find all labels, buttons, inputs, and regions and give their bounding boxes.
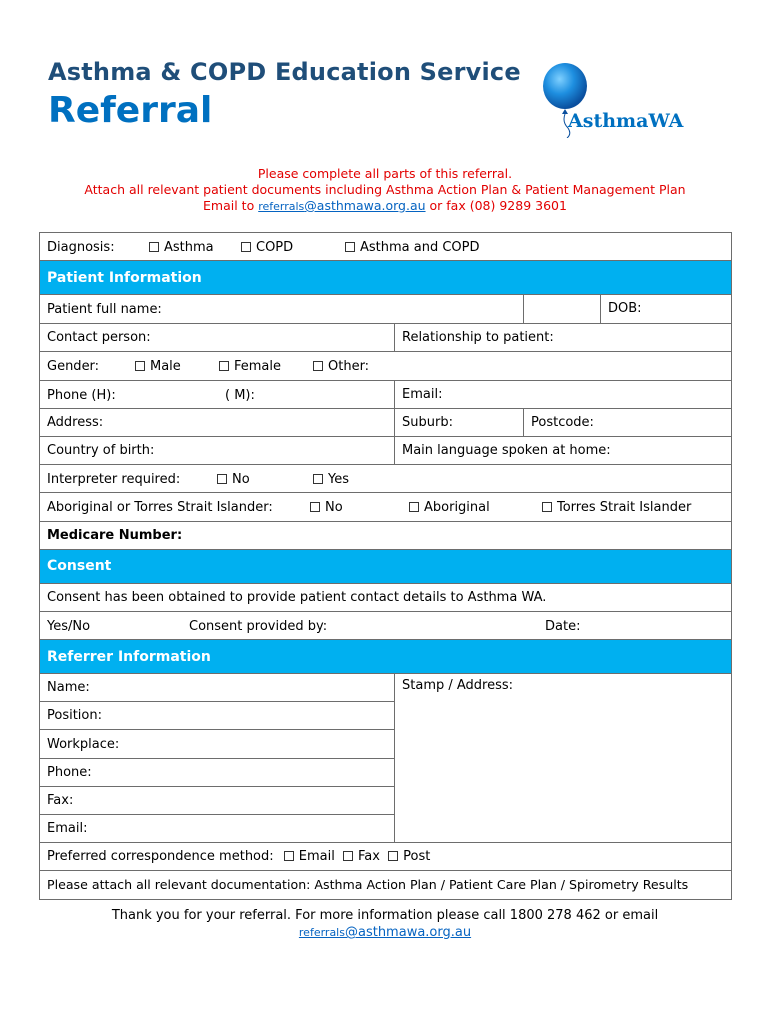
checkbox-icon — [149, 242, 159, 252]
instruction-line-1: Please complete all parts of this referral. — [257, 166, 513, 181]
checkbox-icon — [388, 851, 398, 861]
patient-email-field[interactable]: Email: — [395, 380, 732, 408]
checkbox-asthma[interactable]: Asthma — [149, 240, 214, 255]
footer-email-link[interactable]: referrals@asthmawa.org.au — [298, 925, 472, 940]
consent-yes-no-field[interactable]: Yes/No — [47, 618, 91, 634]
interpreter-row — [40, 465, 732, 493]
checkbox-icon — [343, 851, 353, 861]
address-field[interactable]: Address: — [40, 408, 395, 436]
diagnosis-row — [40, 233, 732, 261]
checkbox-icon — [345, 242, 355, 252]
patient-name-field[interactable]: Patient full name: — [40, 295, 524, 324]
instruction-line-2: Attach all relevant patient documents including Asthma Action Plan & Patient Management Plan — [84, 182, 686, 197]
phone-mobile-field[interactable]: ( M): — [225, 387, 255, 403]
instruction-line-3 — [0, 198, 770, 213]
consent-provided-by-field[interactable]: Consent provided by: — [189, 618, 328, 634]
checkbox-icon — [409, 502, 419, 512]
diagnosis-label: Diagnosis: — [47, 240, 115, 255]
atsi-row — [40, 493, 732, 521]
medicare-field[interactable]: Medicare Number: — [40, 521, 732, 549]
instruction-suffix: or fax (08) 9289 3601 — [425, 198, 567, 213]
page-subtitle: Referral — [48, 90, 213, 131]
atsi-label: Aboriginal or Torres Strait Islander: — [47, 500, 273, 516]
checkbox-icon — [241, 242, 251, 252]
section-patient-information: Patient Information — [40, 261, 732, 295]
checkbox-aboriginal[interactable]: Aboriginal — [409, 500, 490, 515]
checkbox-icon — [217, 474, 227, 484]
checkbox-interpreter-no[interactable]: No — [217, 472, 250, 487]
referrer-name-field[interactable]: Name: — [40, 674, 395, 702]
checkbox-pref-fax[interactable]: Fax — [343, 849, 380, 864]
phone-home-field[interactable]: Phone (H): — [47, 387, 116, 403]
postcode-field[interactable]: Postcode: — [524, 408, 732, 436]
referrer-workplace-field[interactable]: Workplace: — [40, 730, 395, 758]
referral-email-link[interactable]: referrals@asthmawa.org.au — [258, 198, 426, 213]
instruction-prefix: Email to — [203, 198, 259, 213]
checkbox-icon — [284, 851, 294, 861]
checkbox-interpreter-yes[interactable]: Yes — [313, 472, 349, 487]
checkbox-torres-strait[interactable]: Torres Strait Islander — [542, 500, 691, 515]
consent-statement: Consent has been obtained to provide patient contact details to Asthma WA. — [40, 583, 732, 611]
suburb-field[interactable]: Suburb: — [395, 408, 524, 436]
footer-line-2 — [0, 925, 770, 940]
checkbox-icon — [135, 361, 145, 371]
logo-text: AsthmaWA — [568, 110, 684, 132]
section-consent: Consent — [40, 549, 732, 583]
phone-row — [40, 380, 395, 408]
stamp-address-field[interactable]: Stamp / Address: — [395, 674, 732, 843]
country-of-birth-field[interactable]: Country of birth: — [40, 436, 395, 464]
preferred-correspondence-label: Preferred correspondence method: — [47, 849, 274, 865]
interpreter-label: Interpreter required: — [47, 472, 181, 488]
checkbox-atsi-no[interactable]: No — [310, 500, 343, 515]
checkbox-other[interactable]: Other: — [313, 359, 369, 374]
gender-label: Gender: — [47, 359, 100, 375]
consent-row — [40, 611, 732, 639]
gender-row — [40, 352, 732, 380]
contact-person-field[interactable]: Contact person: — [40, 324, 395, 352]
checkbox-copd[interactable]: COPD — [241, 240, 293, 255]
referrer-email-field[interactable]: Email: — [40, 815, 395, 843]
referrer-fax-field[interactable]: Fax: — [40, 786, 395, 814]
dob-field[interactable]: DOB: — [524, 295, 732, 324]
page-title: Asthma & COPD Education Service — [48, 58, 521, 86]
preferred-correspondence-row — [40, 843, 732, 871]
language-field[interactable]: Main language spoken at home: — [395, 436, 732, 464]
checkbox-female[interactable]: Female — [219, 359, 281, 374]
checkbox-male[interactable]: Male — [135, 359, 181, 374]
checkbox-icon — [542, 502, 552, 512]
referrer-phone-field[interactable]: Phone: — [40, 758, 395, 786]
checkbox-pref-post[interactable]: Post — [388, 849, 430, 864]
section-referrer-information: Referrer Information — [40, 640, 732, 674]
consent-date-field[interactable]: Date: — [545, 618, 581, 634]
checkbox-icon — [310, 502, 320, 512]
footer-line-1: Thank you for your referral. For more information please call 1800 278 462 or email — [111, 908, 659, 923]
relationship-field[interactable]: Relationship to patient: — [395, 324, 732, 352]
checkbox-icon — [313, 361, 323, 371]
attach-documentation-note: Please attach all relevant documentation: Asthma Action Plan / Patient Care Plan / Spirometry Results — [40, 871, 732, 899]
referral-form — [39, 232, 732, 900]
checkbox-pref-email[interactable]: Email — [284, 849, 335, 864]
checkbox-icon — [313, 474, 323, 484]
checkbox-icon — [219, 361, 229, 371]
referrer-position-field[interactable]: Position: — [40, 702, 395, 730]
checkbox-asthma-copd[interactable]: Asthma and COPD — [345, 240, 480, 255]
